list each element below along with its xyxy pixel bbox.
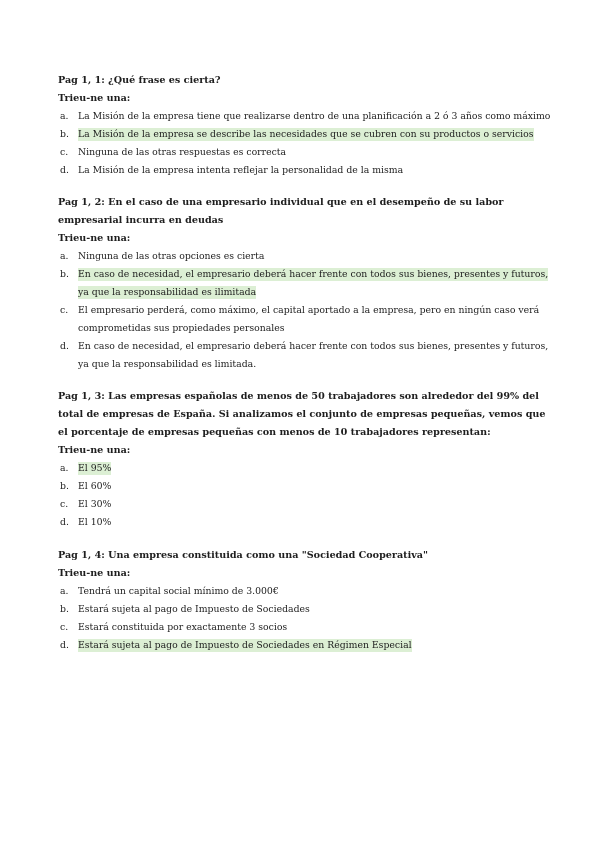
option-text: Estará constituida por exactamente 3 socios [78, 622, 288, 633]
question-instruction: Trieu-ne una: [58, 568, 131, 579]
option-letter: b. [60, 269, 69, 280]
answer-options [58, 108, 558, 180]
option-text: Tendrá un capital social mínimo de 3.000€ [78, 586, 279, 597]
option-letter: d. [60, 165, 69, 176]
option-text: Ninguna de las otras opciones es cierta [78, 251, 265, 262]
option-letter: b. [60, 481, 69, 492]
option-text: En caso de necesidad, el empresario deberá hacer frente con todos sus bienes, presentes y futuros, ya que la responsabilidad es limitada. [78, 341, 549, 370]
question-title: Pag 1, 4: Una empresa constituida como una "Sociedad Cooperativa" [58, 550, 429, 561]
option-letter: a. [60, 251, 69, 262]
option-letter: c. [60, 305, 69, 316]
answer-option-b [58, 601, 558, 619]
option-text: En caso de necesidad, el empresario deberá hacer frente con todos sus bienes, presentes y futuros, ya que la responsabilidad es ilimitada [78, 269, 549, 298]
answer-options [58, 248, 558, 374]
answer-option-c [58, 619, 558, 637]
answer-option-a [58, 460, 558, 478]
option-letter: a. [60, 111, 69, 122]
question-instruction: Trieu-ne una: [58, 93, 131, 104]
question-1 [58, 72, 558, 180]
option-letter: b. [60, 604, 69, 615]
option-letter: a. [60, 463, 69, 474]
question-title: Pag 1, 1: ¿Qué frase es cierta? [58, 75, 221, 86]
option-letter: d. [60, 640, 69, 651]
answer-option-a [58, 583, 558, 601]
option-text: La Misión de la empresa se describe las necesidades que se cubren con su productos o servicios [78, 129, 534, 140]
option-text: El 95% [78, 463, 112, 474]
answer-option-b [58, 126, 558, 144]
question-title: Pag 1, 2: En el caso de una empresario individual que en el desempeño de su labor empresarial incurra en deudas [58, 197, 504, 226]
answer-option-d [58, 162, 558, 180]
option-letter: d. [60, 341, 69, 352]
option-letter: c. [60, 147, 69, 158]
answer-option-d [58, 637, 558, 655]
question-title: Pag 1, 3: Las empresas españolas de menos de 50 trabajadores son alrededor del 99% del total de empresas de España. Si analizamos el conjunto de empresas pequeñas, vemos que el porcentaje de empresas pequeñas con menos de 10 trabajadores representan: [58, 391, 546, 438]
option-letter: c. [60, 499, 69, 510]
option-letter: c. [60, 622, 69, 633]
answer-option-a [58, 248, 558, 266]
question-instruction: Trieu-ne una: [58, 445, 131, 456]
option-text: La Misión de la empresa intenta reflejar la personalidad de la misma [78, 165, 404, 176]
option-text: Ninguna de las otras respuestas es correcta [78, 147, 287, 158]
option-text: El 10% [78, 517, 112, 528]
option-text: El empresario perderá, como máximo, el capital aportado a la empresa, pero en ningún caso verá comprometidas sus propiedades personales [78, 305, 540, 334]
option-letter: d. [60, 517, 69, 528]
question-2 [58, 194, 558, 374]
answer-option-d [58, 338, 558, 374]
question-4 [58, 547, 558, 655]
answer-option-d [58, 514, 558, 532]
answer-option-c [58, 144, 558, 162]
answer-option-a [58, 108, 558, 126]
option-letter: b. [60, 129, 69, 140]
option-text: La Misión de la empresa tiene que realizarse dentro de una planificación a 2 ó 3 años como máximo [78, 111, 551, 122]
answer-option-b [58, 266, 558, 302]
option-letter: a. [60, 586, 69, 597]
option-text: Estará sujeta al pago de Impuesto de Sociedades en Régimen Especial [78, 640, 412, 651]
option-text: El 60% [78, 481, 112, 492]
answer-option-c [58, 302, 558, 338]
answer-option-b [58, 478, 558, 496]
option-text: El 30% [78, 499, 112, 510]
answer-option-c [58, 496, 558, 514]
option-text: Estará sujeta al pago de Impuesto de Sociedades [78, 604, 310, 615]
question-3 [58, 388, 558, 532]
answer-options [58, 460, 558, 532]
question-instruction: Trieu-ne una: [58, 233, 131, 244]
answer-options [58, 583, 558, 655]
